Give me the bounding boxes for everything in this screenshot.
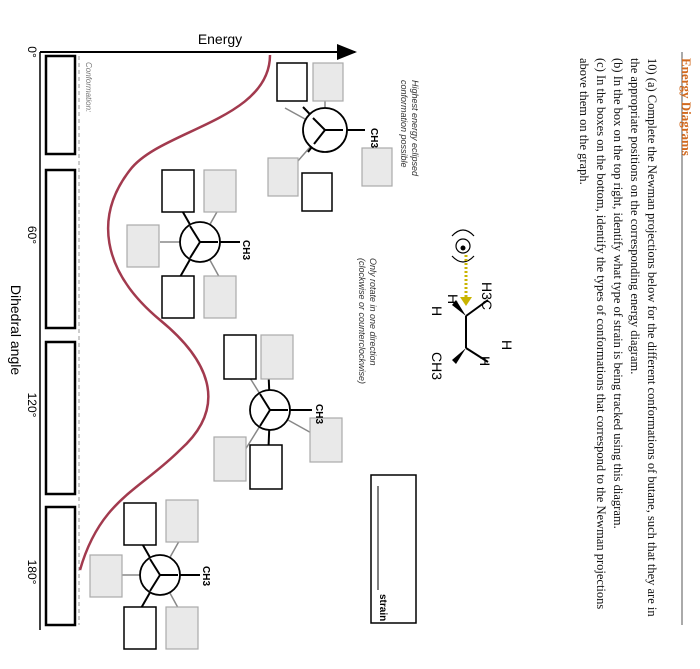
energy-axis-label: Energy	[197, 31, 243, 47]
molecule-right-carbon: CH3	[429, 352, 445, 381]
newman-projection-60	[127, 170, 251, 318]
svg-text:Highest energy eclipsed: Highest energy eclipsed conformation possible	[399, 80, 420, 177]
molecule-right-h2: H	[477, 356, 493, 367]
methyl-label-120: CH3	[313, 404, 324, 425]
methyl-label-180: CH3	[200, 566, 211, 587]
methyl-label-0: CH3	[368, 128, 379, 149]
conformation-box-60[interactable]	[46, 170, 75, 328]
question-part-c: (c) In the boxes on the bottom, identify the types of conformations that correspond to the Newman projections above them on the graph.	[577, 58, 608, 610]
molecule-left-h1: H	[445, 294, 461, 305]
eclipsed-annotation-group	[399, 80, 420, 179]
methyl-label-60: CH3	[240, 240, 251, 261]
newman-projection-120	[214, 335, 342, 489]
butane-molecule	[429, 230, 515, 380]
newman-projection-180	[90, 500, 211, 649]
header-title: Energy Diagrams	[679, 58, 694, 156]
newman-projection-0	[268, 63, 392, 211]
svg-text:Only rotate in one direction: Only rotate in one direction (clockwise or counterclockwise)	[357, 258, 378, 385]
molecule-left-carbon: H3C	[479, 282, 495, 311]
tick-120: 120°	[25, 392, 39, 418]
conformation-box-0[interactable]	[46, 56, 75, 154]
tick-0: 0°	[25, 46, 39, 58]
rotate-annotation-group	[357, 258, 378, 384]
eye-icon	[452, 230, 474, 262]
conformation-label: Conformation:	[84, 62, 93, 113]
question-part-a: 10) (a) Complete the Newman projections below for the different conformations of butane, such that they are in the appropriate positions on the corresponding energy diagram.	[628, 58, 659, 617]
molecule-left-h2: H	[429, 306, 445, 317]
tick-180: 180°	[25, 559, 39, 585]
tick-60: 60°	[25, 225, 39, 245]
question-part-b: (b) In the box on the top right, identify what type of strain is being tracked using this diagram.	[611, 58, 625, 529]
dihedral-axis-label: Dihedral angle	[8, 284, 24, 376]
molecule-right-h1: H	[499, 340, 515, 351]
conformation-box-120[interactable]	[46, 342, 75, 494]
conformation-box-180[interactable]	[46, 507, 75, 625]
strain-label: strain	[377, 594, 388, 622]
